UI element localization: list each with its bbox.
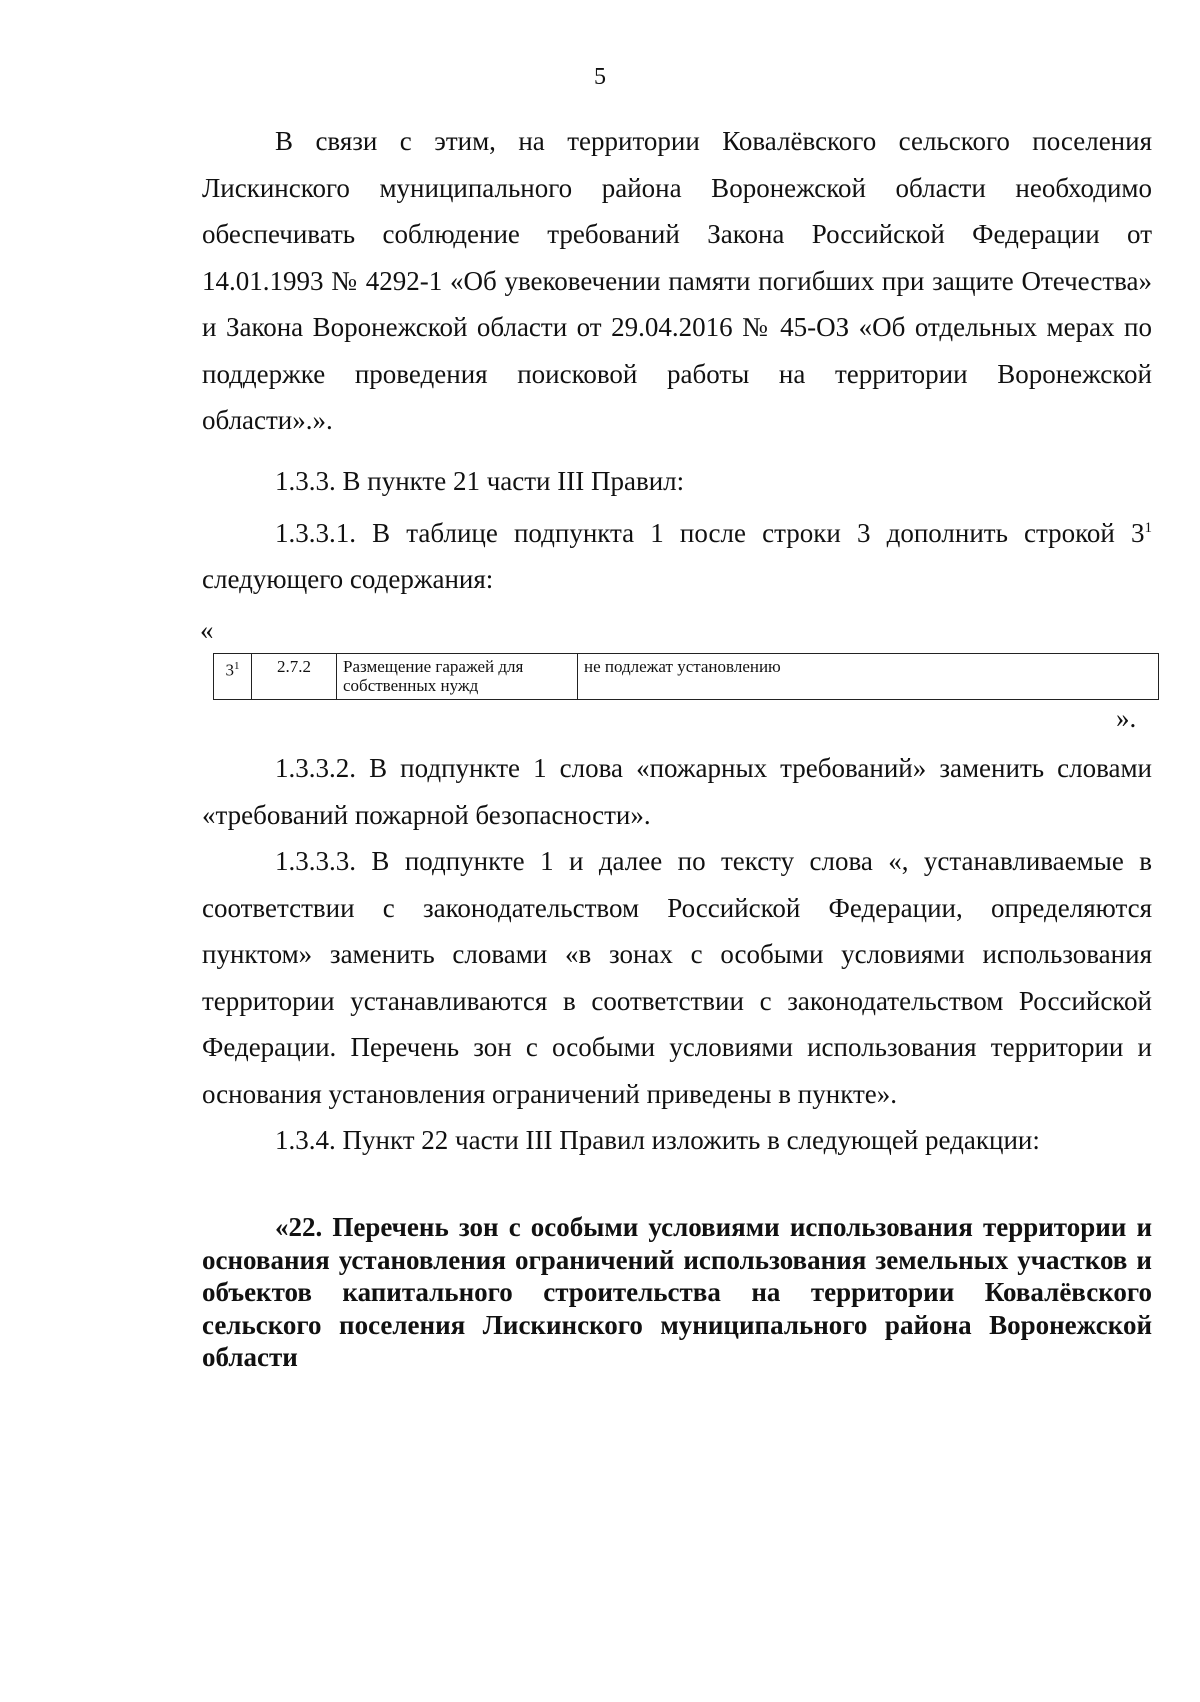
row-number-cell bbox=[214, 654, 252, 700]
clause-1-3-3-2: 1.3.3.2. В подпункте 1 слова «пожарных требований» заменить словами «требований пожарной безопасности». bbox=[202, 753, 1152, 830]
clause-1-3-3-1 bbox=[202, 505, 1152, 603]
value-cell: не подлежат установлению bbox=[578, 654, 1159, 700]
use-name-cell: Размещение гаражей для собственных нужд bbox=[337, 654, 578, 700]
section-22-title: «22. Перечень зон с особыми условиями использования территории и основания установления ограничений использования земельных участков и объектов капитального строительства на территории Ковалёвского сельского поселения Лискинского муниципального района Воронежской области bbox=[202, 1212, 1152, 1372]
clause-1-3-4: 1.3.4. Пункт 22 части III Правил изложить в следующей редакции: bbox=[275, 1125, 1040, 1155]
code-cell: 2.7.2 bbox=[252, 654, 337, 700]
close-quote: ». bbox=[1116, 703, 1137, 733]
row-number: 3 bbox=[225, 660, 234, 680]
page-number: 5 bbox=[594, 64, 606, 90]
open-quote: « bbox=[200, 615, 214, 645]
clause-1-3-3: 1.3.3. В пункте 21 части III Правил: bbox=[275, 466, 685, 496]
intro-block bbox=[202, 118, 1152, 444]
clause-1-3-3-3: 1.3.3.3. В подпункте 1 и далее по тексту слова «, устанавливаемые в соответствии с законодательством Российской Федерации, определяются пунктом» заменить словами «в зонах с особыми условиями использования территории устанавливаются в соответствии с законодательством Российской Федерации. Перечень зон с особыми условиями использования территории и основания установления ограничений приведены в пункте». bbox=[202, 846, 1152, 1109]
table-row bbox=[214, 654, 1159, 700]
clause-133-block bbox=[202, 458, 1152, 603]
clauses-block bbox=[202, 745, 1152, 1164]
inserted-table-row bbox=[213, 653, 1159, 700]
row-number-sup: 1 bbox=[234, 660, 240, 672]
clause-1-3-3-1-tail: следующего содержания: bbox=[202, 564, 494, 594]
clause-1-3-3-1-text: 1.3.3.1. В таблице подпункта 1 после строки 3 дополнить строкой 3 bbox=[275, 517, 1145, 548]
paragraph-intro: В связи с этим, на территории Ковалёвского сельского поселения Лискинского муниципального района Воронежской области необходимо обеспечивать соблюдение требований Закона Российской Федерации от 14.01.1993 № 4292-1 «Об увековечении памяти погибших при защите Отечества» и Закона Воронежской области от 29.04.2016 № 45-ОЗ «Об отдельных мерах по поддержке проведения поисковой работы на территории Воронежской области».». bbox=[202, 126, 1152, 435]
clause-1-3-3-1-sup: 1 bbox=[1144, 519, 1152, 536]
